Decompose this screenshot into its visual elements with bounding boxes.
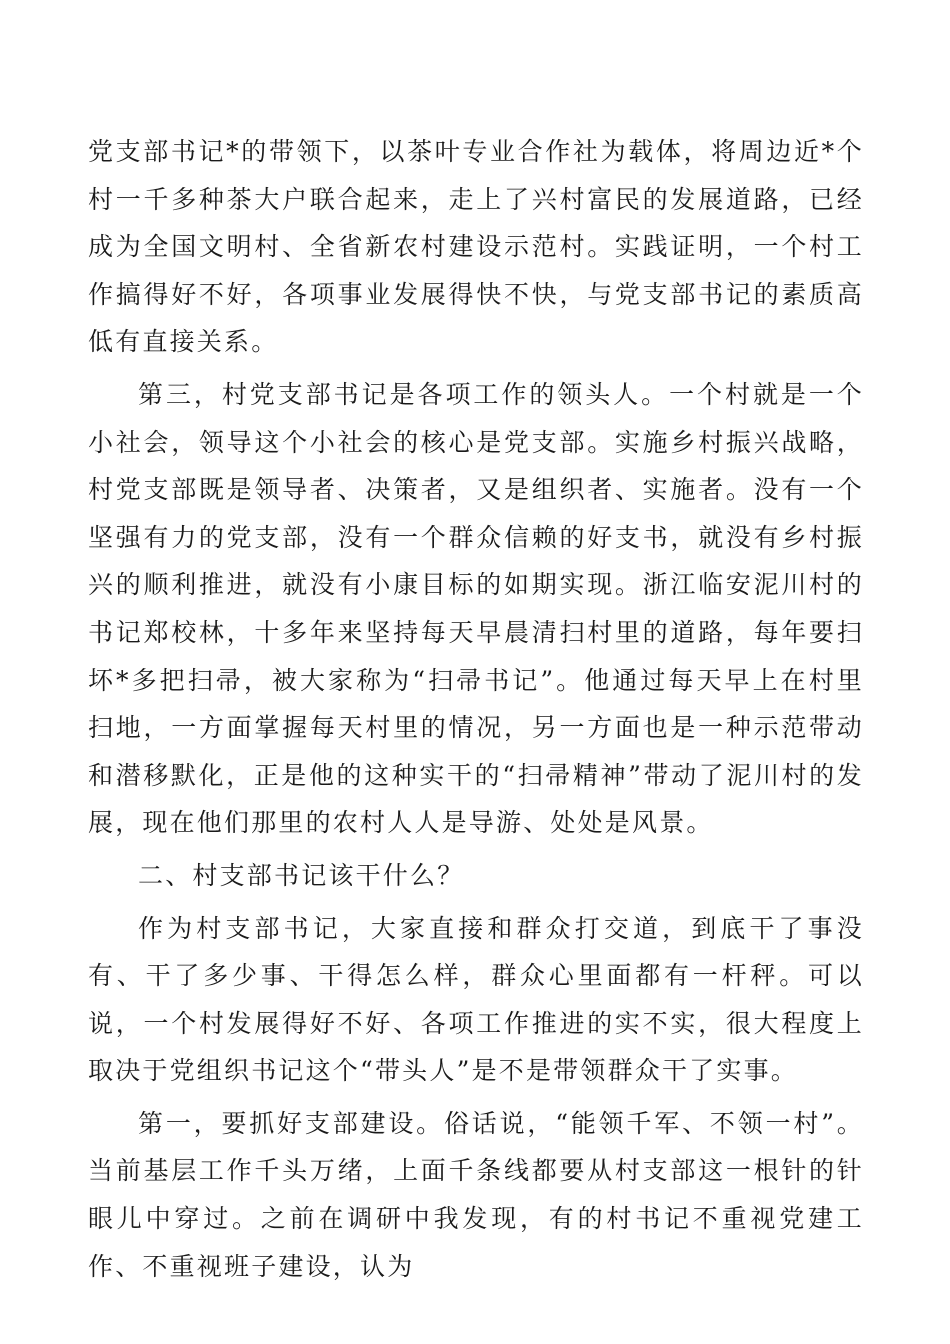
document-body: [88, 128, 864, 1290]
paragraph-section-intro: 作为村支部书记，大家直接和群众打交道，到底干了事没有、干了多少事、干得怎么样，群众心里面都有一杆秤。可以说，一个村发展得好不好、各项工作推进的实不实，很大程度上取决于党组织书记这个“带头人”是不是带领群众干了实事。: [88, 913, 864, 1086]
paragraph-continuation: 党支部书记*的带领下，以茶叶专业合作社为载体，将周边近*个村一千多种茶大户联合起来，走上了兴村富民的发展道路，已经成为全国文明村、全省新农村建设示范村。实践证明，一个村工作搞得好不好，各项事业发展得快不快，与党支部书记的素质高低有直接关系。: [88, 137, 864, 357]
paragraph-third-point: 第三，村党支部书记是各项工作的领头人。一个村就是一个小社会，领导这个小社会的核心是党支部。实施乡村振兴战略，村党支部既是领导者、决策者，又是组织者、实施者。没有一个坚强有力的党支部，没有一个群众信赖的好支书，就没有乡村振兴的顺利推进，就没有小康目标的如期实现。浙江临安泥川村的书记郑校林，十多年来坚持每天早晨清扫村里的道路，每年要扫坏*多把扫帚，被大家称为“扫帚书记”。他通过每天早上在村里扫地，一方面掌握每天村里的情况，另一方面也是一种示范带动和潜移默化，正是他的这种实干的“扫帚精神”带动了泥川村的发展，现在他们那里的农村人人是导游、处处是风景。: [88, 379, 864, 838]
paragraph-first-point: 第一，要抓好支部建设。俗话说，“能领千军、不领一村”。当前基层工作千头万绪，上面千条线都要从村支部这一根针的针眼儿中穿过。之前在调研中我发现，有的村书记不重视党建工作、不重视班子建设，认为: [88, 1108, 864, 1281]
section-heading: 二、村支部书记该干什么？: [138, 860, 465, 890]
